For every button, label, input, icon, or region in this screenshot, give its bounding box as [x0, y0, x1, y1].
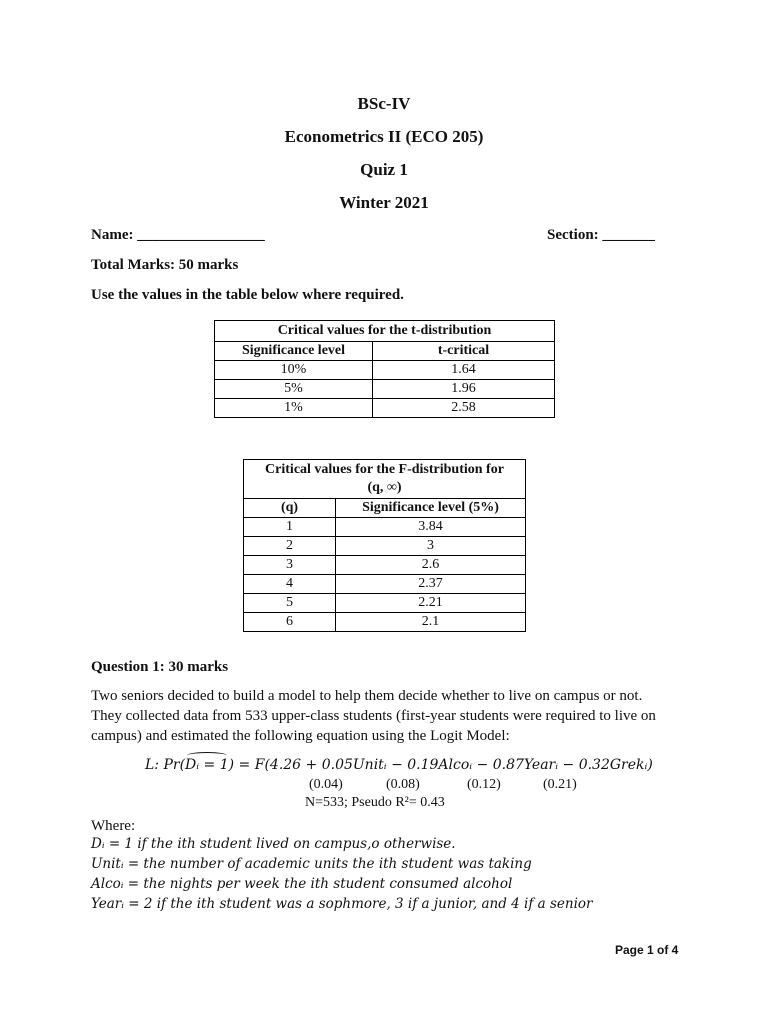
f-table-caption [244, 460, 526, 499]
f-table-header-significance: Significance level (5%) [336, 499, 526, 518]
paragraph-line: They collected data from 533 upper-class students (first-year students were required to live on [91, 708, 656, 724]
instruction: Use the values in the table below where required. [91, 287, 404, 303]
table-cell: 6 [244, 613, 336, 632]
table-cell: 1% [215, 399, 373, 418]
definition-d: Dᵢ = 1 if the ith student lived on campus,o otherwise. [91, 836, 456, 852]
definition-year: Yearᵢ = 2 if the ith student was a sophmore, 3 if a junior, and 4 if a senior [91, 896, 593, 912]
table-row [215, 380, 555, 399]
table-row [244, 594, 526, 613]
table-cell: 4 [244, 575, 336, 594]
definition-unit: Unitᵢ = the number of academic units the ith student was taking [91, 856, 532, 872]
table-row [215, 399, 555, 418]
table-cell: 1.96 [373, 380, 555, 399]
question1-heading: Question 1: 30 marks [91, 659, 229, 675]
equation-hat-term: Dᵢ = 1 [185, 757, 229, 773]
course-title: Econometrics II (ECO 205) [284, 127, 484, 146]
standard-error: (0.12) [467, 777, 501, 792]
table-cell: 5 [244, 594, 336, 613]
table-cell: 2.1 [336, 613, 526, 632]
t-table [214, 320, 555, 418]
where-label: Where: [91, 818, 136, 834]
table-cell: 2.21 [336, 594, 526, 613]
term-title: Winter 2021 [339, 193, 429, 212]
f-table-header-q: (q) [244, 499, 336, 518]
table-cell: 1.64 [373, 361, 555, 380]
f-table-caption-line1: Critical values for the F-distribution for [265, 462, 504, 477]
regression-stats: N=533; Pseudo R²= 0.43 [305, 795, 445, 810]
t-table-header-critical: t-critical [373, 342, 555, 361]
table-row [244, 556, 526, 575]
quiz-title: Quiz 1 [360, 160, 408, 179]
total-marks: Total Marks: 50 marks [91, 257, 239, 273]
table-cell: 2 [244, 537, 336, 556]
table-row [244, 613, 526, 632]
table-cell: 2.58 [373, 399, 555, 418]
standard-error: (0.04) [309, 777, 343, 792]
f-table-caption-line2: (q, ∞) [367, 480, 402, 495]
table-row [244, 518, 526, 537]
paragraph-line: campus) and estimated the following equation using the Logit Model: [91, 728, 510, 744]
table-cell: 3.84 [336, 518, 526, 537]
equation-rest: ) = F(4.26 + 0.05Unitᵢ − 0.19Alcoᵢ − 0.87Yearᵢ − 0.32Grekᵢ) [228, 757, 653, 773]
section-field: Section: _______ [547, 227, 655, 243]
paragraph-line: Two seniors decided to build a model to help them decide whether to live on campus or not. [91, 688, 643, 704]
table-cell: 1 [244, 518, 336, 537]
program-title: BSc-IV [357, 94, 411, 113]
table-row [244, 537, 526, 556]
question1-paragraph [91, 686, 691, 746]
t-table-header-significance: Significance level [215, 342, 373, 361]
name-field: Name: _________________ [91, 227, 265, 243]
standard-error: (0.21) [543, 777, 577, 792]
logit-equation [145, 757, 653, 773]
standard-error: (0.08) [386, 777, 420, 792]
table-cell: 5% [215, 380, 373, 399]
page-number: Page 1 of 4 [615, 943, 679, 957]
table-cell: 3 [336, 537, 526, 556]
definition-alco: Alcoᵢ = the nights per week the ith student consumed alcohol [91, 876, 513, 892]
table-cell: 3 [244, 556, 336, 575]
table-cell: 10% [215, 361, 373, 380]
t-table-caption: Critical values for the t-distribution [215, 321, 555, 342]
table-row [215, 361, 555, 380]
table-row [244, 575, 526, 594]
f-table [243, 459, 526, 632]
equation-prefix: L: Pr( [145, 757, 186, 773]
table-cell: 2.37 [336, 575, 526, 594]
table-cell: 2.6 [336, 556, 526, 575]
